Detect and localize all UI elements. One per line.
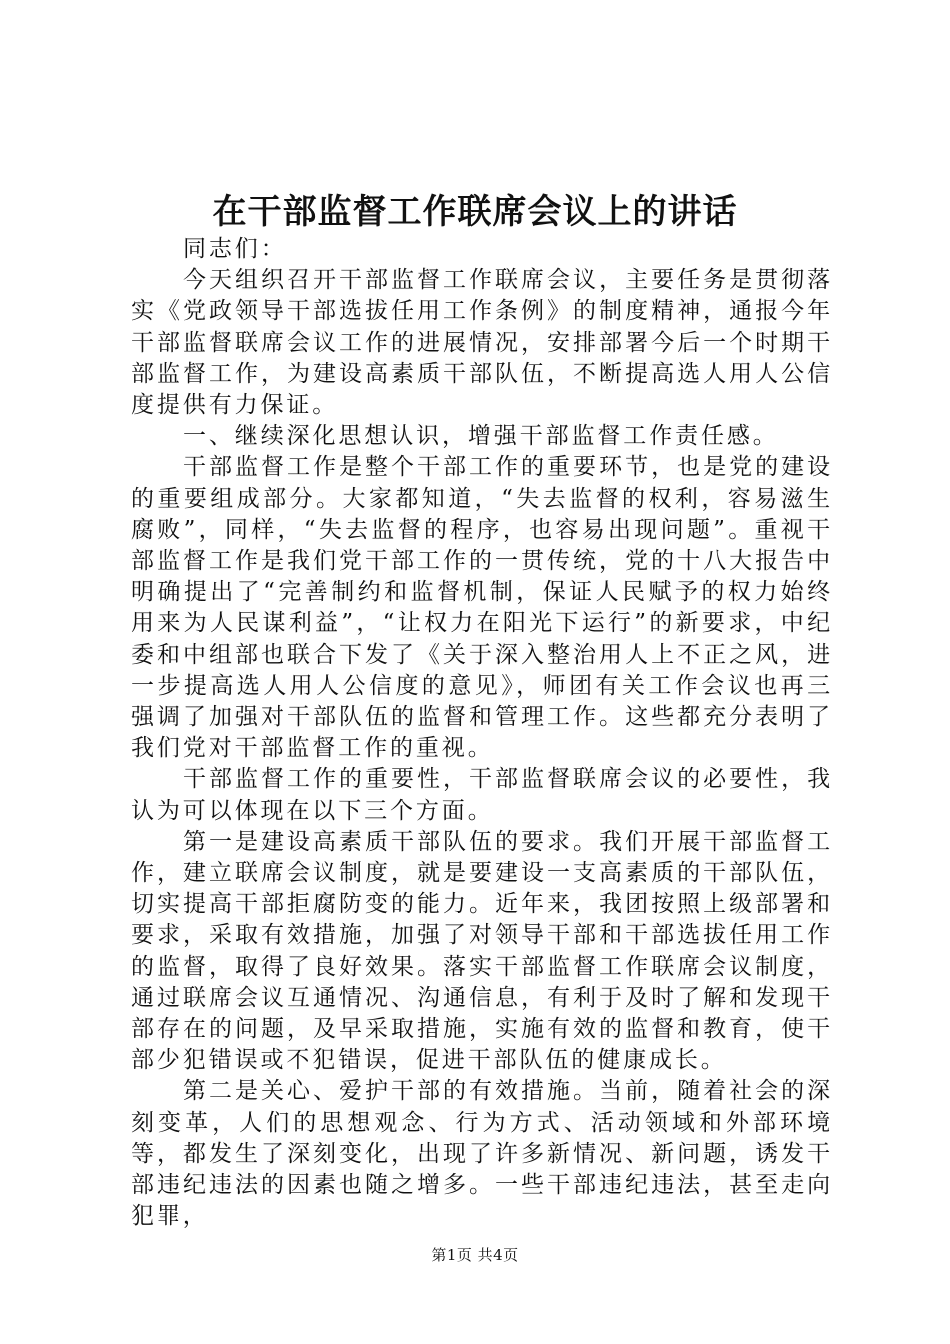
document-body (131, 234, 833, 1233)
page-footer: 第1页 共4页 (431, 1246, 519, 1264)
document-title: 在干部监督工作联席会议上的讲话 (212, 192, 738, 232)
section-heading-1: 一、继续深化思想认识，增强干部监督工作责任感。 (183, 423, 779, 450)
paragraph-three-aspects: 干部监督工作的重要性，干部监督联席会议的必要性，我认为可以体现在以下三个方面。 (131, 766, 833, 824)
paragraph-second-aspect: 第二是关心、爱护干部的有效措施。当前，随着社会的深刻变革，人们的思想观念、行为方式、活动领域和外部环境等，都发生了深刻变化，出现了许多新情况、新问题，诱发干部违纪违法的因素也随之增多。一些干部违纪违法，甚至走向犯罪， (131, 1078, 833, 1230)
salutation: 同志们： (183, 236, 287, 262)
paragraph-intro: 今天组织召开干部监督工作联席会议，主要任务是贯彻落实《党政领导干部选拔任用工作条例》的制度精神，通报今年干部监督联席会议工作的进展情况，安排部署今后一个时期干部监督工作，为建设高素质干部队伍，不断提高选人用人公信度提供有力保证。 (131, 267, 833, 419)
paragraph-first-aspect: 第一是建设高素质干部队伍的要求。我们开展干部监督工作，建立联席会议制度，就是要建设一支高素质的干部队伍，切实提高干部拒腐防变的能力。近年来，我团按照上级部署和要求，采取有效措施，加强了对领导干部和干部选拔任用工作的监督，取得了良好效果。落实干部监督工作联席会议制度，通过联席会议互通情况、沟通信息，有利于及时了解和发现干部存在的问题，及早采取措施，实施有效的监督和教育，使干部少犯错误或不犯错误，促进干部队伍的健康成长。 (131, 828, 833, 1074)
paragraph-importance: 干部监督工作是整个干部工作的重要环节，也是党的建设的重要组成部分。大家都知道，“失去监督的权利，容易滋生腐败”，同样，“失去监督的程序，也容易出现问题”。重视干部监督工作是我们党干部工作的一贯传统，党的十八大报告中明确提出了“完善制约和监督机制，保证人民赋予的权力始终用来为人民谋利益”，“让权力在阳光下运行”的新要求，中纪委和中组部也联合下发了《关于深入整治用人上不正之风，进一步提高选人用人公信度的意见》，师团有关工作会议也再三强调了加强对干部队伍的监督和管理工作。这些都充分表明了我们党对干部监督工作的重视。 (131, 454, 833, 762)
